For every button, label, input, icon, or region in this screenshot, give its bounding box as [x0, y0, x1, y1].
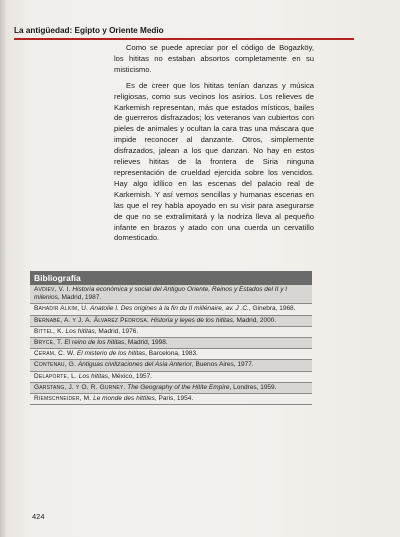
entry-title: Antiguas civilizaciones del Asia Anterior	[77, 361, 192, 369]
entry-details: , México, 1957.	[108, 372, 153, 380]
entry-title: Los hititas	[65, 327, 95, 335]
entry-author: Contenau, G.	[34, 361, 77, 369]
running-header: La antigüedad: Egipto y Oriente Medio	[14, 26, 164, 35]
entry-details: , Madrid, 2000.	[232, 316, 277, 324]
bibliography-entry	[30, 394, 312, 405]
entry-author: Delaporte, L.	[34, 372, 77, 380]
entry-details: , Barcelona, 1983.	[145, 350, 198, 358]
entry-author: Avdiev, V. I.	[34, 286, 71, 293]
body-text	[114, 43, 314, 244]
page-number: 424	[32, 512, 45, 521]
entry-title: Le monde des hittites	[93, 395, 155, 403]
entry-details: , Londres, 1959.	[229, 383, 277, 391]
entry-author: Bernabé, A. y J. A. Álvarez Pedrosa.	[34, 316, 149, 324]
entry-author: Bittel, K.	[34, 327, 64, 335]
paragraph: Es de creer que los hititas tenían danzas y música religiosas, como sus vecinos los asirios. Los relieves de Karkemish representan, más que estados místicos, bailes de guerreros disfrazados; los veteranos van cubiertos con pieles de animales y ocultan la cara tras una máscara que impide reconocer al danzante. Otros, simplemente disfrazados, jalean a los que danzan. No hay en estos relieves hititas de la frontera de Siria ninguna representación de crueldad ejercida sobre los vencidos. Hay algo idílico en las escenas del palacio real de Karkemish. Y así vemos sencillas y humanas escenas en las que el rey habla apoyado en su visir para asegurarse de que no se extralimitará y la nodriza lleva al pequeño infante en brazos y atado con una cuerda un cervatillo domesticado.	[114, 80, 314, 243]
page-spine-shadow	[0, 0, 6, 537]
bibliography-entry	[30, 285, 312, 304]
entry-author: Garstang, J. y O. R. Gurney.	[34, 383, 126, 391]
entry-title: The Geography of the Hitite Empire	[127, 383, 230, 391]
bibliography-entry	[30, 372, 312, 383]
bibliography-entry	[30, 316, 312, 327]
entry-details: , Madrid, 1976.	[94, 327, 139, 335]
entry-details: , Madrid, 1987.	[57, 294, 102, 302]
entry-title: El reino de los hititas	[64, 339, 125, 347]
entry-title: El misterio de los hititas	[76, 350, 146, 358]
entry-details: , Ginebra, 1968.	[248, 305, 296, 313]
paragraph: Como se puede apreciar por el código de Bogazköy, los hititas no estaban absortos completamente en su misticismo.	[114, 43, 314, 74]
entry-title: Historia económica y social del Antiguo Oriente, Reinos y Estados del II y I milenios	[34, 286, 288, 302]
entry-title: Anatolie I. Des origines à la fin du II millénaire, av. J .C.	[90, 305, 249, 313]
bibliography-entry	[30, 349, 312, 360]
entry-details: , Madrid, 1998.	[124, 339, 168, 347]
bibliography-entry	[30, 383, 312, 394]
bibliography-box	[30, 271, 312, 405]
entry-author: Riemschneider, M.	[34, 395, 92, 403]
entry-author: Ceram, C. W.	[34, 350, 76, 358]
bibliography-entry	[30, 304, 312, 315]
entry-title: Los hititas	[78, 372, 109, 380]
header-rule	[14, 38, 354, 40]
bibliography-entry	[30, 360, 312, 371]
entry-author: Bahadir Alkim, U.	[34, 305, 89, 313]
entry-title: Historia y leyes de los hititas	[150, 316, 233, 324]
bibliography-entry	[30, 327, 312, 338]
entry-author: Bryce, T.	[34, 339, 63, 347]
bibliography-entry	[30, 338, 312, 349]
entry-details: , Buenos Aires, 1977.	[191, 361, 254, 369]
entry-details: , Paris, 1954.	[154, 395, 194, 403]
bibliography-title: Bibliografía	[30, 271, 312, 285]
